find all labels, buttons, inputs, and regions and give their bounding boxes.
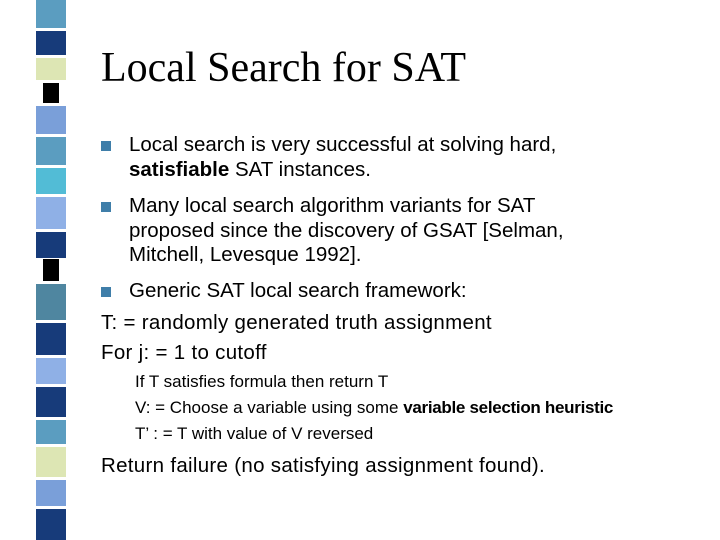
stripe-block <box>36 480 66 506</box>
stripe-block <box>36 387 66 417</box>
algorithm-loop-line: For j: = 1 to cutoff <box>101 341 267 364</box>
algorithm-return-line: Return failure (no satisfying assignment found). <box>101 454 545 477</box>
square-bullet-icon <box>101 141 111 151</box>
stripe-block <box>36 232 66 258</box>
stripe-block <box>43 259 59 281</box>
stripe-block <box>36 447 66 477</box>
bullet-text-rest: SAT instances. <box>229 157 371 181</box>
decorative-stripe <box>0 0 66 540</box>
bullet-item-2 <box>101 194 564 268</box>
bullet-text: Generic SAT local search framework: <box>129 279 467 302</box>
stripe-block <box>36 137 66 165</box>
stripe-block <box>36 58 66 80</box>
stripe-block <box>36 197 66 229</box>
bullet-text-cont: proposed since the discovery of GSAT [Selman, <box>129 218 564 242</box>
stripe-block <box>36 284 66 320</box>
square-bullet-icon <box>101 287 111 297</box>
stripe-block <box>36 0 66 28</box>
stripe-block <box>36 420 66 444</box>
square-bullet-icon <box>101 202 111 212</box>
stripe-block <box>36 358 66 384</box>
bold-term: satisfiable <box>129 157 230 181</box>
bullet-text: Many local search algorithm variants for SAT <box>129 194 536 217</box>
stripe-block <box>36 31 66 55</box>
bullet-text-cont: Mitchell, Levesque 1992]. <box>129 243 362 266</box>
stripe-block <box>43 83 59 103</box>
bullet-item-1 <box>101 133 556 182</box>
choose-text: V: = Choose a variable using some <box>135 398 404 417</box>
stripe-block <box>36 168 66 194</box>
bullet-text: Local search is very successful at solving hard, <box>129 133 557 156</box>
bullet-text-cont <box>129 158 556 183</box>
bullet-item-3 <box>101 279 467 304</box>
algorithm-init-line: T: = randomly generated truth assignment <box>101 311 492 334</box>
stripe-block <box>36 509 66 540</box>
stripe-block <box>36 323 66 355</box>
algorithm-flip-line: T’ : = T with value of V reversed <box>135 424 374 443</box>
algorithm-choose-line <box>135 395 613 421</box>
stripe-block <box>36 106 66 134</box>
algorithm-check-line: If T satisfies formula then return T <box>135 372 389 391</box>
heuristic-term: variable selection heuristic <box>403 398 614 417</box>
slide-title: Local Search for SAT <box>101 45 467 91</box>
